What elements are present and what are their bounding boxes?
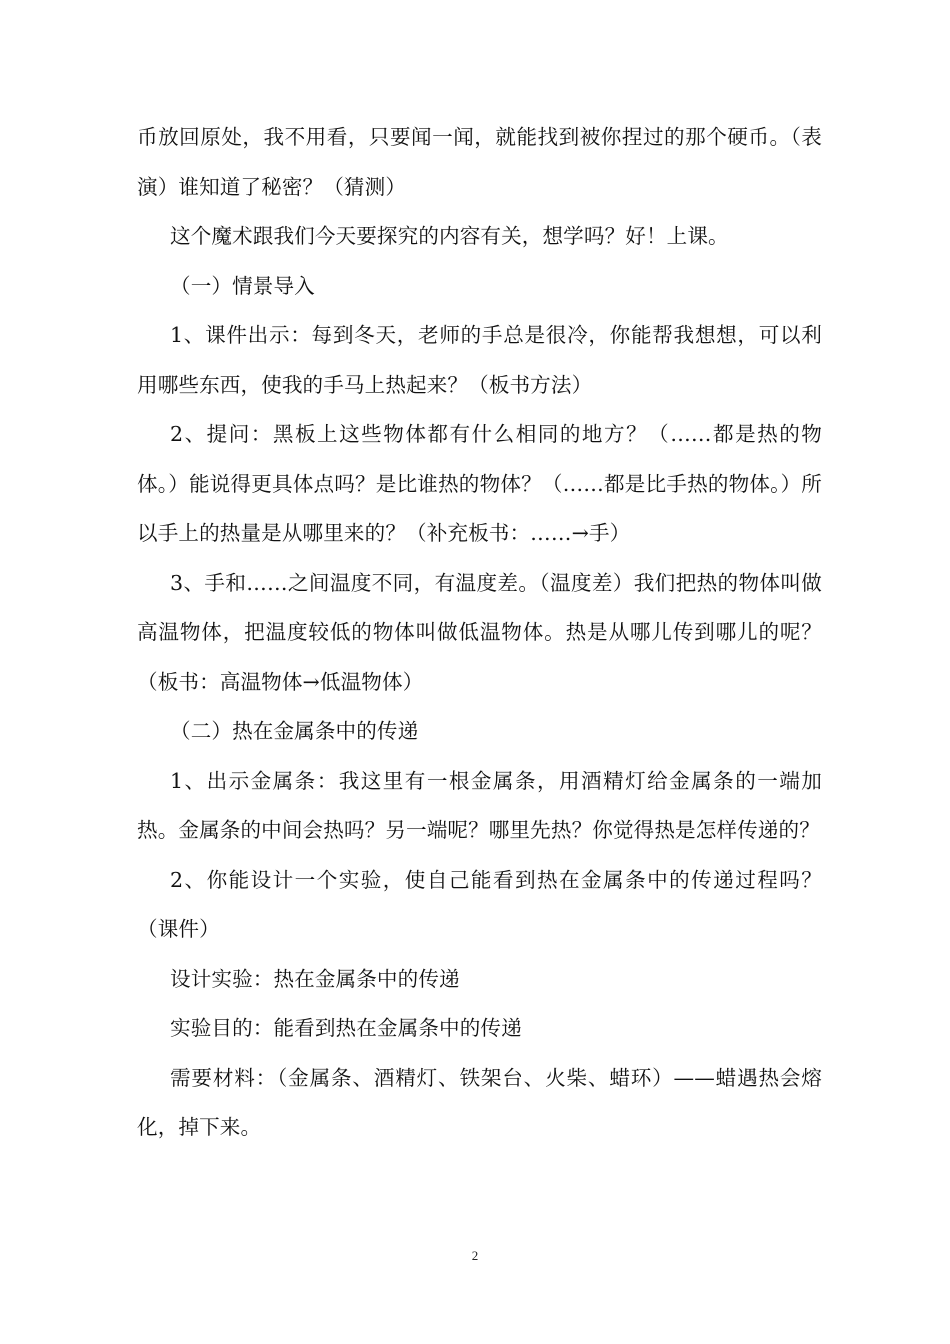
paragraph: 3、手和……之间温度不同，有温度差。（温度差）我们把热的物体叫做高温物体，把温度较低的物体叫做低温物体。热是从哪儿传到哪儿的呢？（板书：高温物体→低温物体）: [137, 570, 822, 694]
paragraph: 实验目的：能看到热在金属条中的传递: [170, 1016, 522, 1040]
paragraph: 2、提问：黑板上这些物体都有什么相同的地方？（……都是热的物体。）能说得更具体点吗？是比谁热的物体？（……都是比手热的物体。）所以手上的热量是从哪里来的？（补充板书：……→手）: [137, 422, 822, 545]
paragraph: 币放回原处，我不用看，只要闻一闻，就能找到被你捏过的那个硬币。（表演）谁知道了秘密？（猜测）: [137, 125, 822, 199]
document-body: [137, 113, 822, 1153]
section-heading: （一）情景导入: [170, 273, 315, 298]
paragraph: 2、你能设计一个实验，使自己能看到热在金属条中的传递过程吗？（课件）: [137, 867, 822, 941]
paragraph: 需要材料：（金属条、酒精灯、铁架台、火柴、蜡环）——蜡遇热会熔化，掉下来。: [137, 1065, 822, 1139]
paragraph: 这个魔术跟我们今天要探究的内容有关，想学吗？好！上课。: [170, 224, 729, 248]
paragraph: 设计实验：热在金属条中的传递: [170, 966, 460, 991]
paragraph: 1、出示金属条：我这里有一根金属条，用酒精灯给金属条的一端加热。金属条的中间会热吗？另一端呢？哪里先热？你觉得热是怎样传递的？: [137, 768, 822, 842]
section-heading: （二）热在金属条中的传递: [170, 719, 419, 743]
page-number: 2: [471, 1248, 479, 1263]
paragraph: 1、课件出示：每到冬天，老师的手总是很冷，你能帮我想想，可以利用哪些东西，使我的手马上热起来？（板书方法）: [137, 323, 822, 397]
